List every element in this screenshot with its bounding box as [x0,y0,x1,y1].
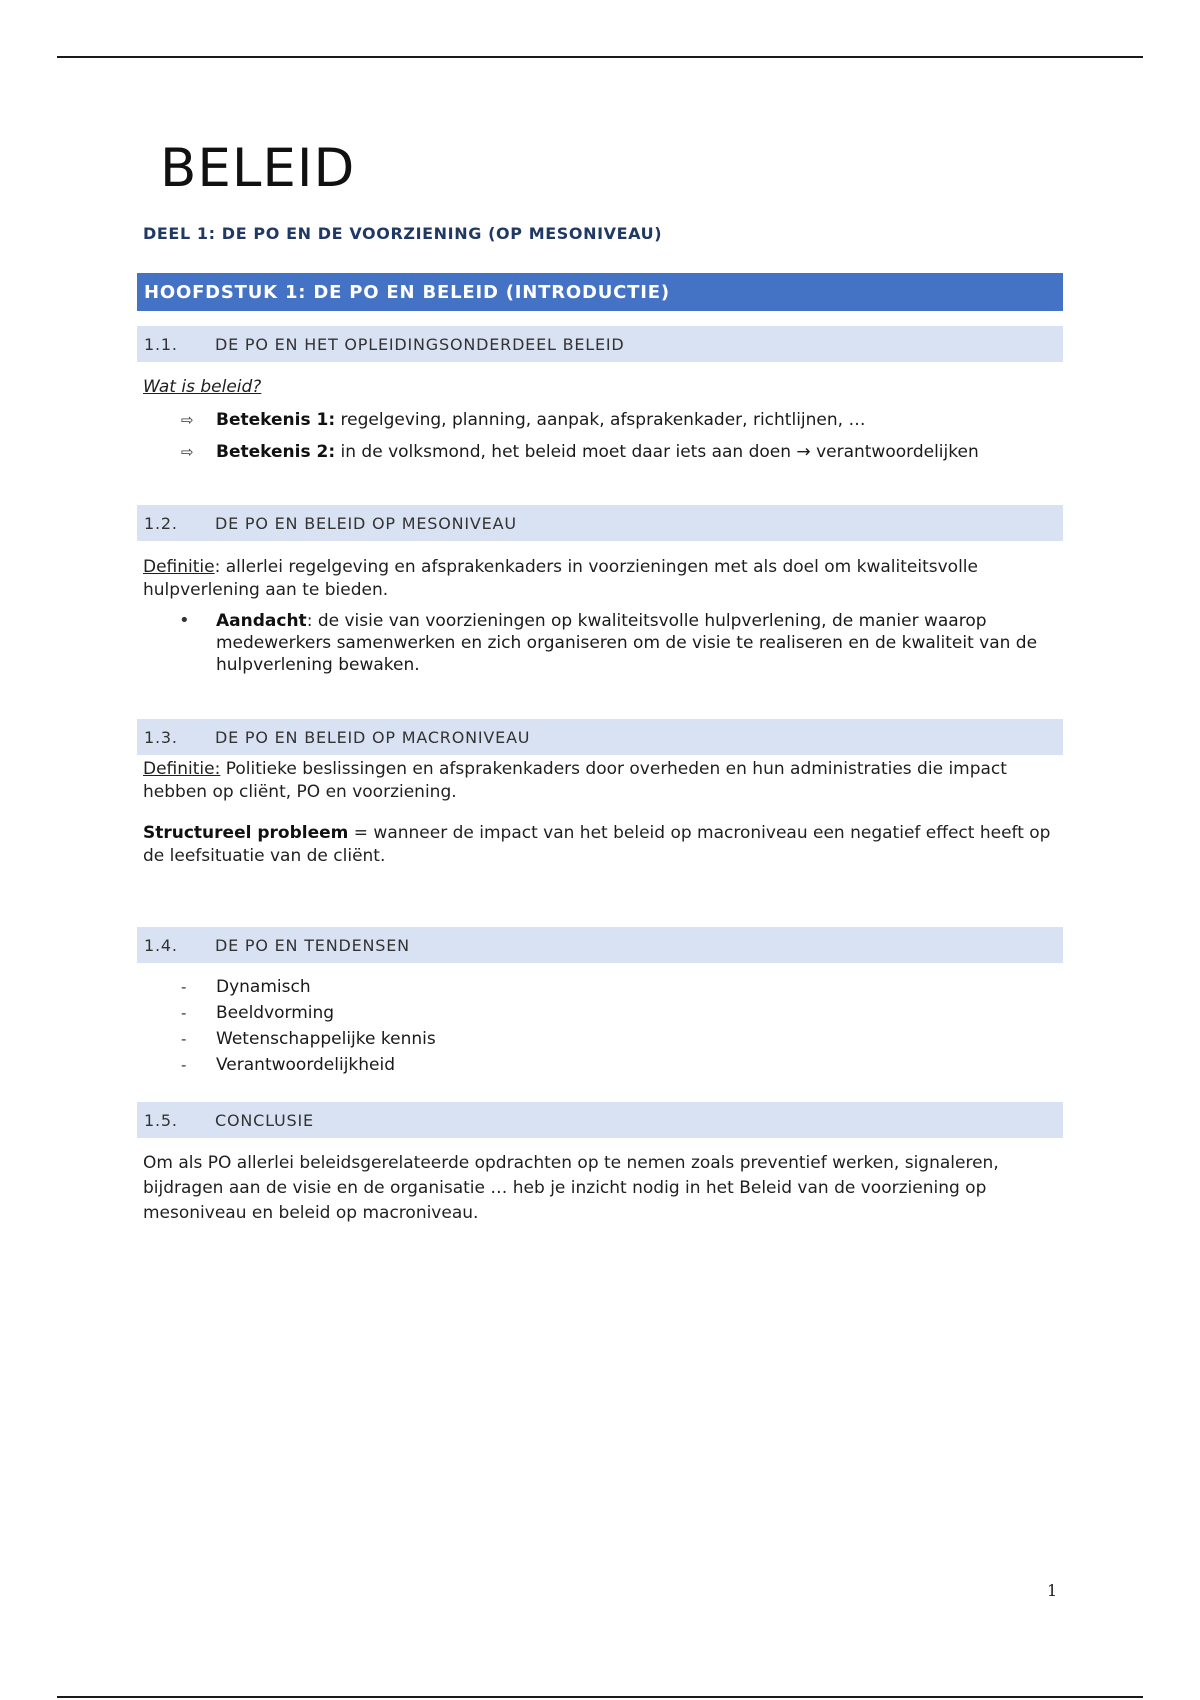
conclusion-paragraph: Om als PO allerlei beleidsgerelateerde opdrachten op te nemen zoals preventief werken, signaleren, bijdragen aan de visie en de organisatie … heb je inzicht nodig in het Beleid van de voorziening op mesoniveau en beleid op macroniveau. [143,1153,999,1223]
section-title: DE PO EN TENDENSEN [215,935,410,955]
bullet-dot-icon: • [179,610,190,631]
structural-problem-paragraph [143,822,1053,868]
list-item-text: Verantwoordelijkheid [216,1055,396,1075]
list-item-text [216,409,1066,431]
term-text: : de visie van voorzieningen op kwaliteitsvolle hulpverlening, de manier waarop medewerkers samenwerken en zich organiseren om de visie te realiseren en de kwaliteit van de hulpverlening bewaken. [216,611,1038,675]
section-heading-1-1 [137,326,1063,362]
term-label: Betekenis 1: [216,410,336,430]
term-label: Aandacht [216,611,307,631]
term-label: Structureel probleem [143,823,349,843]
chapter-heading [137,273,1063,311]
page-number: 1 [1047,1581,1058,1600]
term-label: Betekenis 2: [216,442,336,462]
section-number: 1.3. [144,727,178,747]
question-label: Wat is beleid? [143,377,262,397]
definition-label: Definitie: [143,759,221,779]
list-item-text: Dynamisch [216,977,311,997]
dash-bullet: - [181,1030,187,1048]
section-title: CONCLUSIE [215,1110,314,1130]
section-heading-1-4 [137,927,1063,963]
section-heading-1-3 [137,719,1063,755]
definition-text: : allerlei regelgeving en afsprakenkaders in voorzieningen met als doel om kwaliteitsvolle hulpverlening aan te bieden. [143,557,978,600]
list-item-text [216,610,1056,676]
definition-label: Definitie [143,557,215,577]
definition-text: Politieke beslissingen en afsprakenkaders door overheden en hun administraties die impact hebben op cliënt, PO en voorziening. [143,759,1007,802]
question-text [143,376,1053,399]
definition-paragraph [143,556,1053,602]
section-heading-1-2 [137,505,1063,541]
section-number: 1.5. [144,1110,178,1130]
list-item-text: Beeldvorming [216,1003,335,1023]
part-heading: DEEL 1: DE PO EN DE VOORZIENING (OP MESONIVEAU) [143,224,663,243]
dash-bullet: - [181,1056,187,1074]
term-text: = wanneer de impact van het beleid op macroniveau een negatief effect heeft op de leefsituatie van de cliënt. [143,823,1051,866]
section-number: 1.1. [144,334,178,354]
section-title: DE PO EN BELEID OP MESONIVEAU [215,513,517,533]
arrow-bullet-icon: ⇨ [181,411,194,429]
section-title: DE PO EN HET OPLEIDINGSONDERDEEL BELEID [215,334,625,354]
term-text: in de volksmond, het beleid moet daar iets aan doen → verantwoordelijken [335,442,979,462]
term-text: regelgeving, planning, aanpak, afsprakenkader, richtlijnen, … [335,410,866,430]
list-item-text [216,441,1066,463]
section-title: DE PO EN BELEID OP MACRONIVEAU [215,727,531,747]
definition-paragraph [143,758,1053,804]
footer-rule [57,1696,1143,1698]
dash-bullet: - [181,978,187,996]
dash-bullet: - [181,1004,187,1022]
arrow-bullet-icon: ⇨ [181,443,194,461]
section-heading-1-5 [137,1102,1063,1138]
header-rule [57,56,1143,58]
chapter-heading-text: HOOFDSTUK 1: DE PO EN BELEID (INTRODUCTIE) [144,281,670,303]
section-number: 1.4. [144,935,178,955]
document-title: BELEID [160,138,356,199]
section-number: 1.2. [144,513,178,533]
list-item-text: Wetenschappelijke kennis [216,1029,436,1049]
